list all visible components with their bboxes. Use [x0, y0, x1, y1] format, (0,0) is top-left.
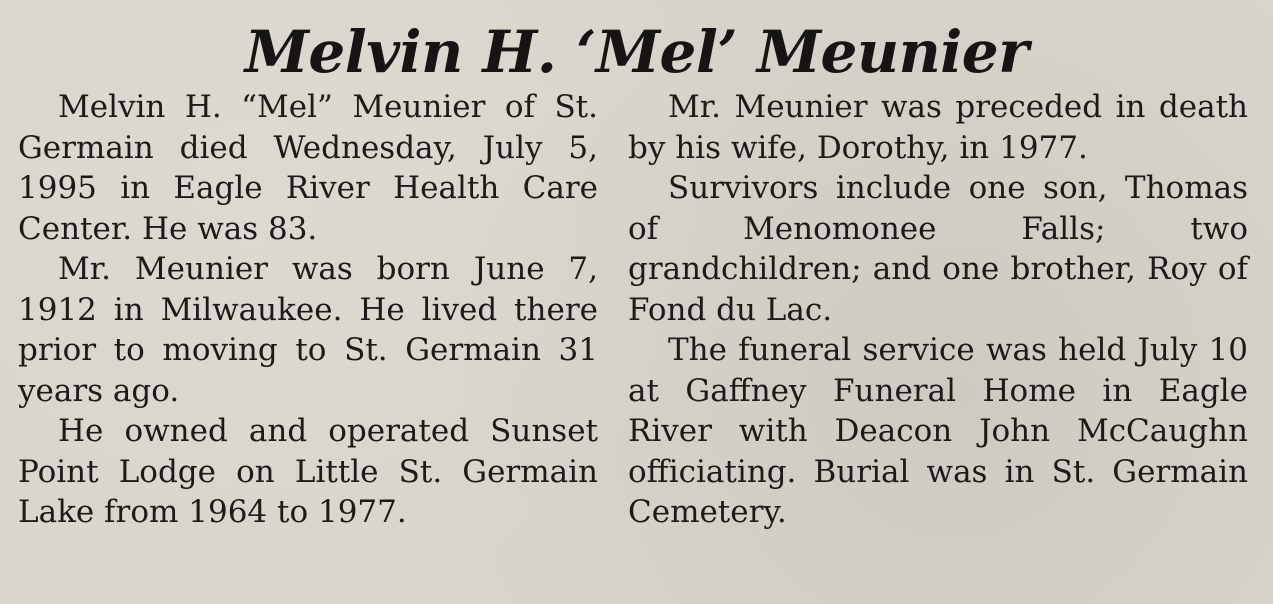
paragraph-birth: Mr. Meunier was born June 7, 1912 in Milwaukee. He lived there prior to moving to St. Germain 31 years ago. — [18, 251, 598, 409]
paragraph-death-notice: Melvin H. “Mel” Meunier of St. Germain died Wednesday, July 5, 1995 in Eagle River Health Care Center. He was 83. — [18, 89, 598, 247]
right-column — [628, 87, 1248, 533]
paragraph-preceded: Mr. Meunier was preceded in death by his wife, Dorothy, in 1977. — [628, 89, 1248, 166]
obituary-headline: Melvin H. ‘Mel’ Meunier — [244, 18, 1029, 86]
paragraph-survivors: Survivors include one son, Thomas of Menomonee Falls; two grandchildren; and one brother, Roy of Fond du Lac. — [628, 170, 1248, 328]
paragraph-lodge: He owned and operated Sunset Point Lodge on Little St. Germain Lake from 1964 to 1977. — [18, 413, 598, 530]
left-column — [18, 87, 598, 533]
paragraph-funeral: The funeral service was held July 10 at Gaffney Funeral Home in Eagle River with Deacon John McCaughn officiating. Burial was in St. Germain Cemetery. — [628, 332, 1248, 530]
